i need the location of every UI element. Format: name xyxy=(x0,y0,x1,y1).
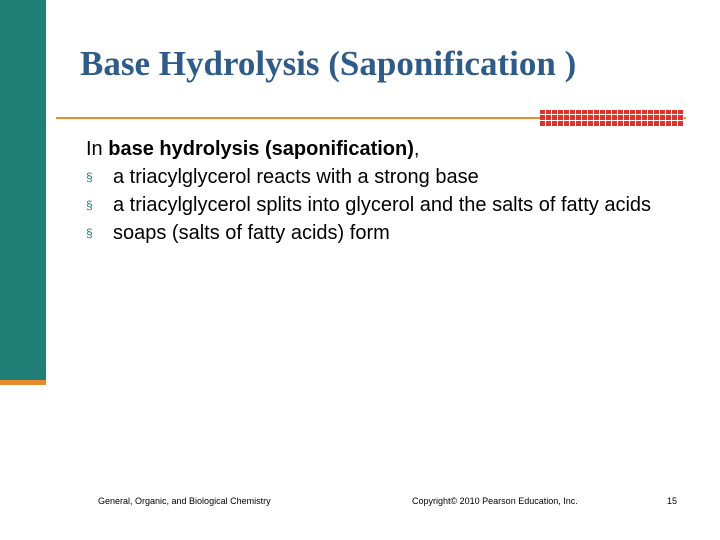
bullet-item xyxy=(86,192,686,218)
bullet-item xyxy=(86,164,686,190)
bullet-marker-icon: § xyxy=(86,170,93,184)
bullet-text: a triacylglycerol splits into glycerol and the salts of fatty acids xyxy=(113,194,652,216)
page-number: 15 xyxy=(667,496,678,506)
side-bar-accent-line xyxy=(0,380,46,385)
intro-bold-term: base hydrolysis (saponification) xyxy=(108,138,414,160)
footer-course-title: General, Organic, and Biological Chemistry xyxy=(98,496,271,506)
intro-prefix: In xyxy=(86,138,109,160)
intro-line xyxy=(86,136,686,162)
bullet-text: soaps (salts of fatty acids) form xyxy=(113,222,390,244)
checkered-decoration xyxy=(540,110,684,126)
footer-copyright: Copyright© 2010 Pearson Education, Inc. xyxy=(412,496,578,506)
bullet-item xyxy=(86,220,686,246)
bullet-marker-icon: § xyxy=(86,198,93,212)
side-bar-decoration xyxy=(0,0,46,380)
bullet-list xyxy=(86,164,686,246)
slide-title: Base Hydrolysis (Saponification ) xyxy=(80,44,577,83)
slide-body xyxy=(86,136,686,248)
bullet-text: a triacylglycerol reacts with a strong base xyxy=(113,166,479,188)
bullet-marker-icon: § xyxy=(86,226,93,240)
intro-suffix: , xyxy=(413,138,420,160)
